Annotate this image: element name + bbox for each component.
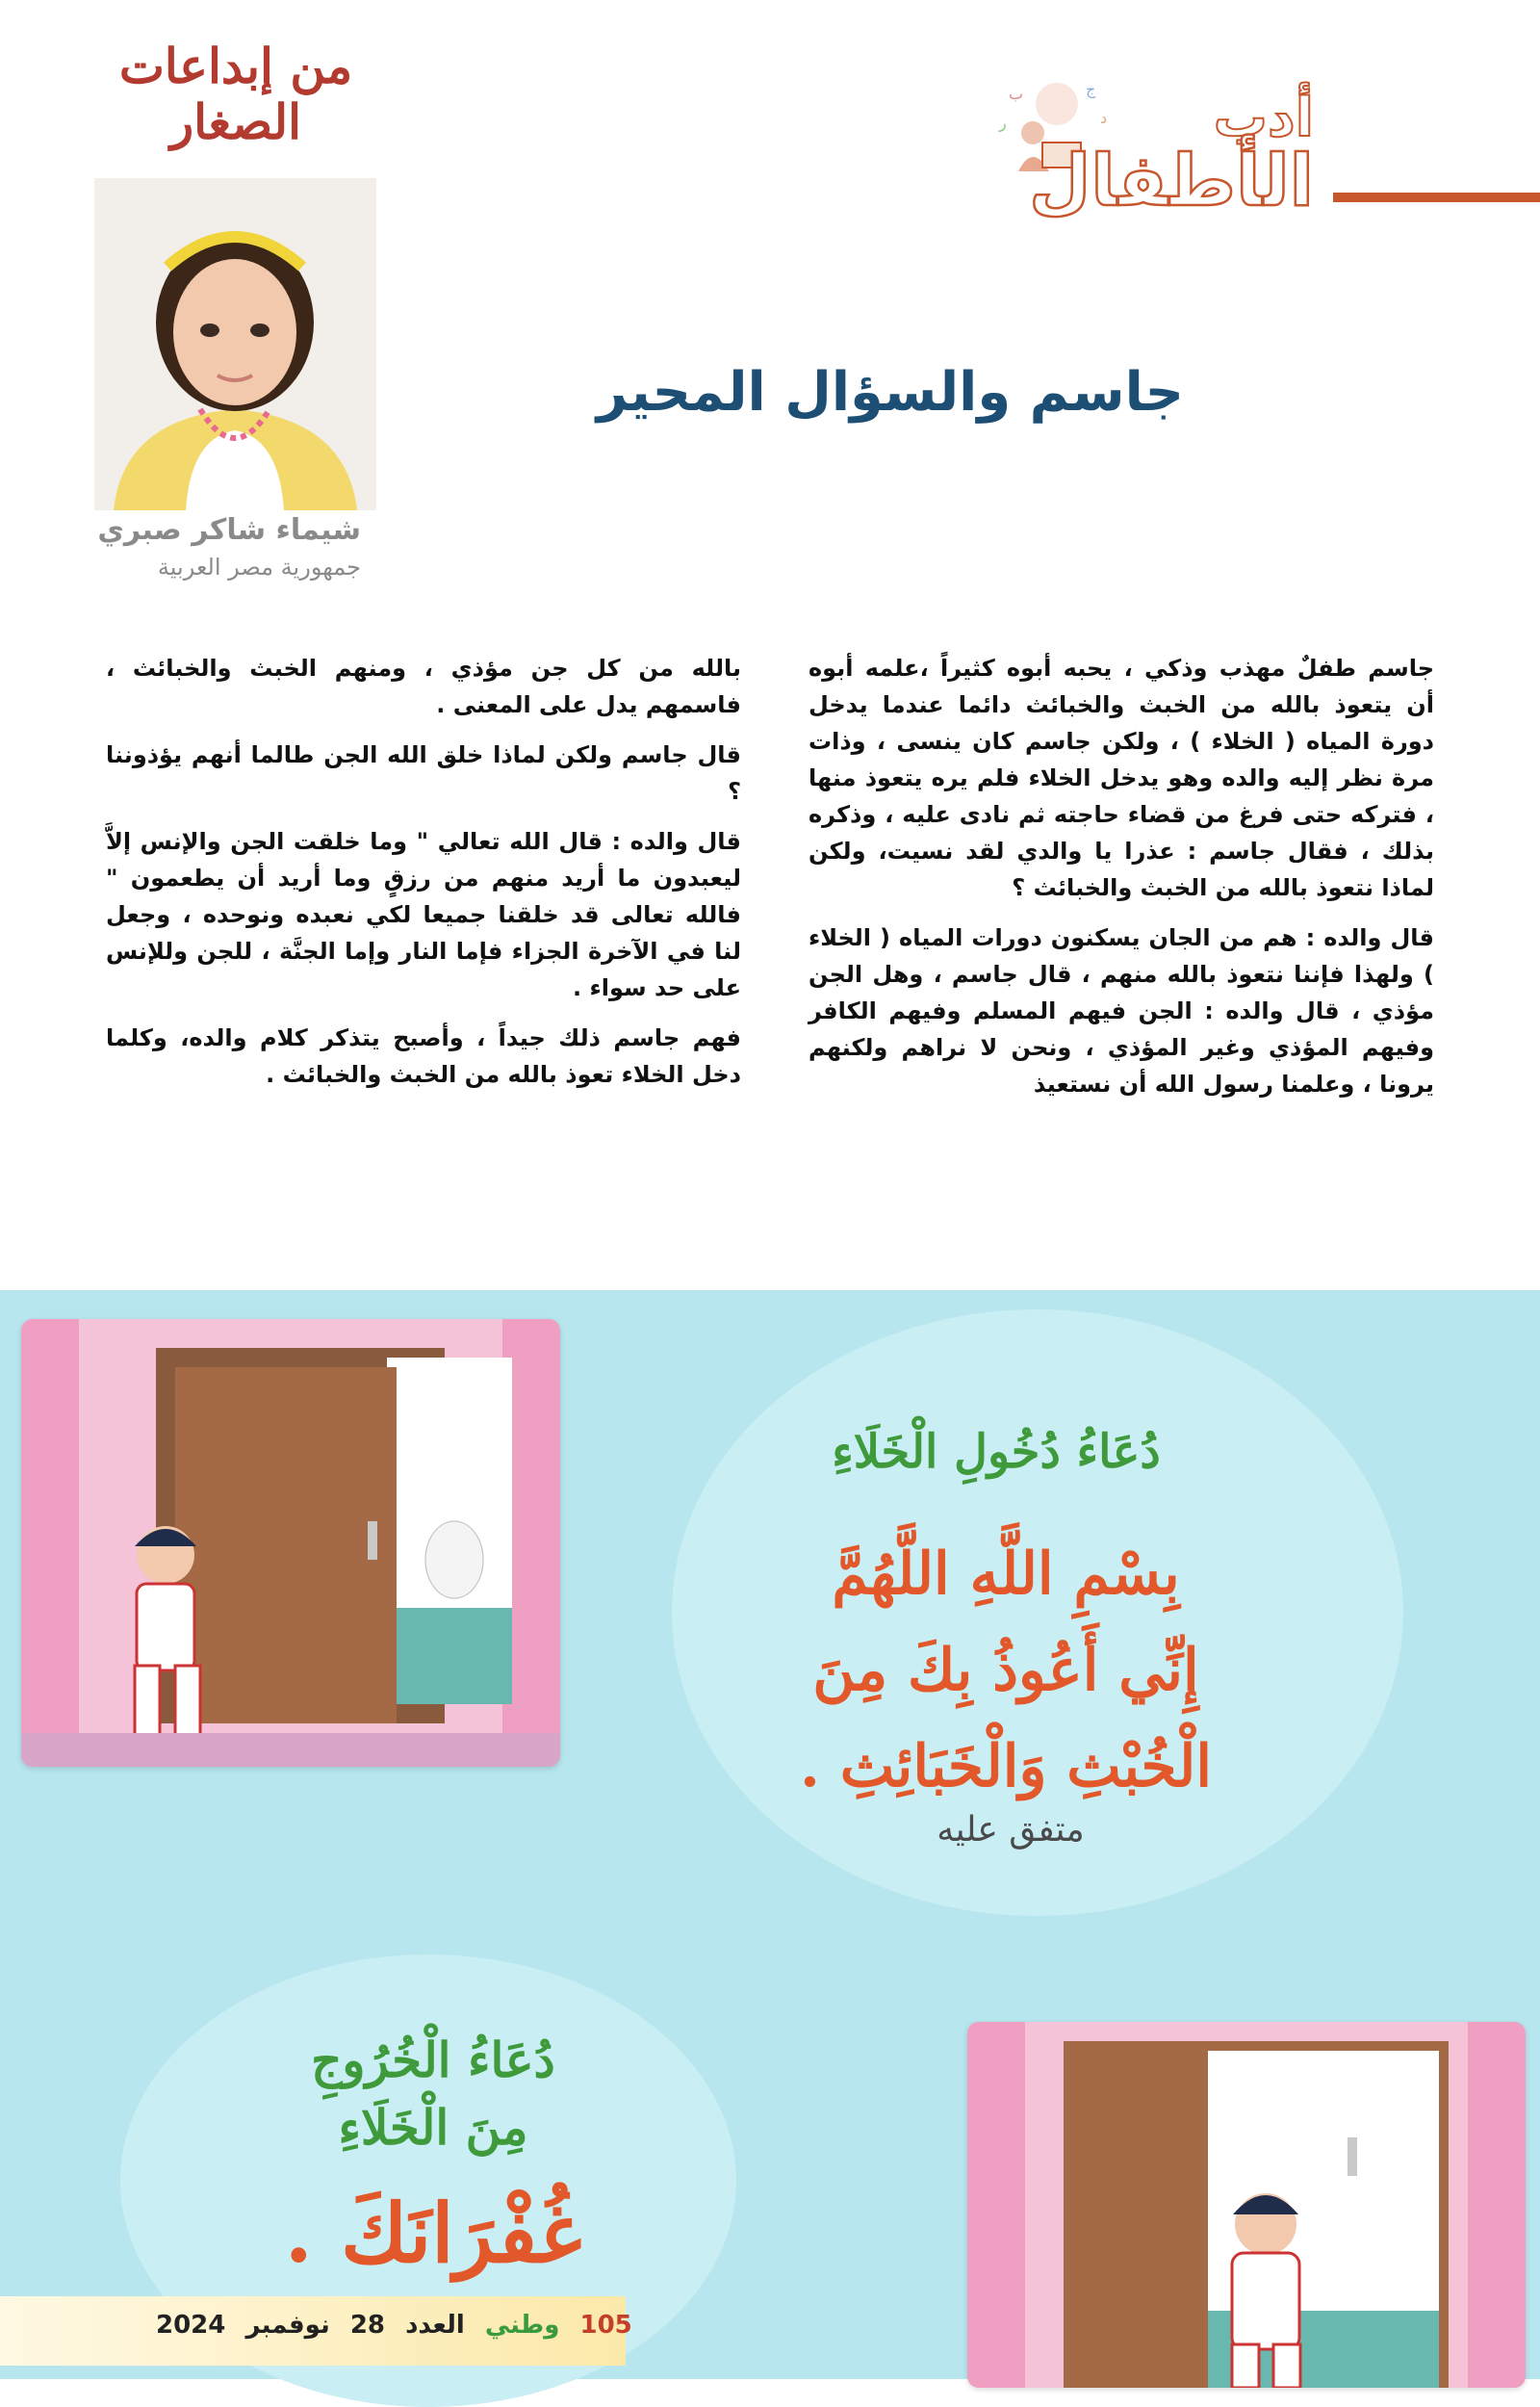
enter-dua-line: بِسْمِ اللَّهِ اللَّهُمَّ	[832, 1540, 1180, 1608]
author-portrait-image	[94, 178, 376, 510]
article-column-left	[106, 650, 741, 1106]
issue-label: العدد	[405, 2311, 465, 2340]
article-column-right	[808, 650, 1434, 1116]
boy-entering-restroom-illustration	[21, 1319, 560, 1767]
restroom-exit-door-icon	[967, 2022, 1526, 2388]
exit-dua-text: غُفْرَانَكَ .	[284, 2186, 582, 2281]
paragraph: فهم جاسم ذلك جيداً ، وأصبح يتذكر كلام والده، وكلما دخل الخلاء تعوذ بالله من الخبث والخبائث .	[106, 1024, 741, 1088]
brand-title	[1029, 87, 1314, 222]
exit-dua-title: مِنَ الْخَلَاءِ	[338, 2099, 528, 2156]
paragraph: قال جاسم ولكن لماذا خلق الله الجن طالما أنهم يؤذوننا ؟	[106, 741, 741, 805]
enter-dua-line: إِنِّي أَعُوذُ بِكَ مِنَ	[812, 1637, 1199, 1704]
paragraph: بالله من كل جن مؤذي ، ومنهم الخبث والخبائث ، فاسمهم يدل على المعنى .	[106, 655, 741, 718]
svg-text:د: د	[1100, 109, 1108, 127]
magazine-name: وطني	[484, 2311, 560, 2340]
issue-year: 2024	[156, 2311, 226, 2340]
exit-dua-title: دُعَاءُ الْخُرُوجِ	[311, 2032, 555, 2088]
series-label-line1: من إبداعات	[118, 38, 353, 94]
enter-dua-title: دُعَاءُ دُخُولِ الْخَلَاءِ	[832, 1425, 1161, 1479]
restroom-door-icon	[21, 1319, 560, 1767]
brand-word-atfal: الأطفال	[1029, 140, 1314, 222]
series-label	[96, 39, 375, 150]
enter-dua-line: الْخُبْثِ وَالْخَبَائِثِ .	[799, 1733, 1213, 1800]
author-country: جمهورية مصر العربية	[157, 554, 361, 581]
brand-underline	[1333, 193, 1540, 202]
paragraph: جاسم طفلٌ مهذب وذكي ، يحبه أبوه كثيراً ،علمه أبوه أن يتعوذ بالله من الخبث والخبائث دائما عندما يدخل دورة المياه ( الخلاء ) ، ولكن جاسم كان ينسى ، وذات مرة نظر إليه والده وهو يدخل الخلاء فلم يره يتعوذ منها ، فتركه حتى فرغ من قضاء حاجته ثم نادى عليه ، وذكره بذلك ، فقال جاسم : عذرا يا والدي لقد نسيت، ولكن لماذا نتعوذ بالله من الخبث والخبائث ؟	[808, 655, 1434, 901]
page-number: 105	[579, 2311, 632, 2340]
paragraph: قال والده : قال الله تعالي " وما خلقت الجن والإنس إلاَّ ليعبدون ما أريد منهم من رزقٍ وما أريد أن يطعمون " فالله تعالى قد خلقنا جميعا لكي نعبده ونوحده ، وجعل لنا في الآخرة الجزاء فإما النار وإما الجنَّة ، للجن وللإنس على حد سواء .	[106, 828, 741, 1001]
issue-month: نوفمبر	[245, 2311, 330, 2340]
issue-number: 28	[349, 2311, 385, 2340]
page-footer	[144, 2311, 632, 2349]
svg-text:ج: ج	[1086, 80, 1096, 98]
author-photo	[94, 178, 376, 510]
author-name: شيماء شاكر صبري	[97, 513, 361, 547]
svg-text:ب: ب	[1009, 85, 1024, 103]
series-label-line2: الصغار	[170, 93, 301, 150]
brand-word-adab: أدب	[1213, 87, 1314, 149]
paragraph: قال والده : هم من الجان يسكنون دورات المياه ( الخلاء ) ولهذا فإننا نتعوذ بالله منهم ، قال جاسم ، وهل الجن مؤذي ، قال والده : الجن فيهم المسلم وفيهم الكافر وفيهم المؤذي وغير المؤذي ، ونحن لا نراهم ولكنهم يرونا ، وعلمنا رسول الله أن نستعيذ	[808, 924, 1434, 1098]
hadith-source: متفق عليه	[937, 1810, 1085, 1850]
story-title: جاسم والسؤال المحير	[596, 361, 1184, 424]
svg-text:ر: ر	[999, 114, 1007, 132]
boy-exiting-restroom-illustration	[967, 2022, 1526, 2388]
